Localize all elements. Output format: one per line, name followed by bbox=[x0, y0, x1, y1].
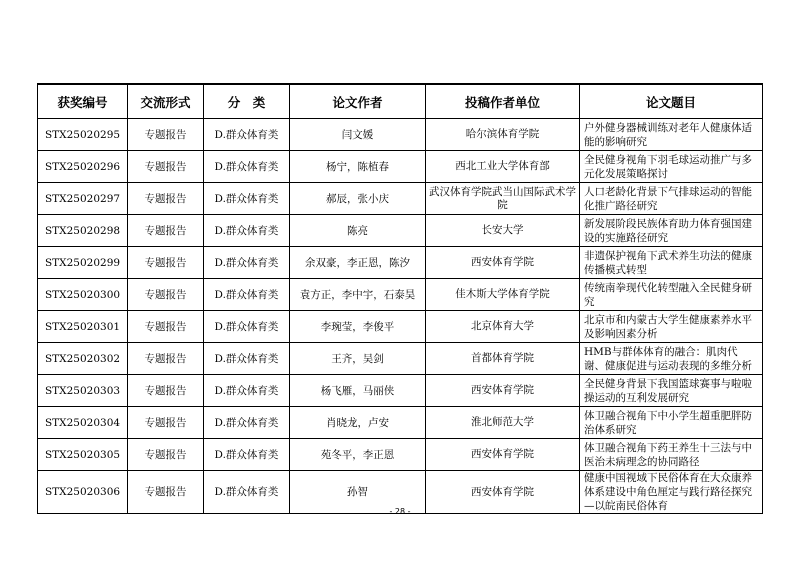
award-id-cell: STX25020300 bbox=[38, 279, 128, 311]
category-cell: D.群众体育类 bbox=[204, 215, 290, 247]
award-id-cell: STX25020299 bbox=[38, 247, 128, 279]
paper-title-cell: 户外健身器械训练对老年人健康体适能的影响研究 bbox=[580, 119, 763, 151]
award-id-cell: STX25020301 bbox=[38, 311, 128, 343]
authors-cell: 肖晓龙，卢安 bbox=[290, 407, 426, 439]
paper-title-cell: 全民健身背景下我国篮球赛事与啦啦操运动的互利发展研究 bbox=[580, 375, 763, 407]
authors-cell: 陈亮 bbox=[290, 215, 426, 247]
table-row bbox=[38, 183, 763, 215]
exchange-form-cell: 专题报告 bbox=[128, 247, 204, 279]
paper-title-cell: 非遗保护视角下武术养生功法的健康传播模式转型 bbox=[580, 247, 763, 279]
unit-cell: 淮北师范大学 bbox=[426, 407, 580, 439]
category-cell: D.群众体育类 bbox=[204, 151, 290, 183]
unit-cell: 长安大学 bbox=[426, 215, 580, 247]
award-id-cell: STX25020303 bbox=[38, 375, 128, 407]
authors-cell: 余双豪，李正恩，陈汐 bbox=[290, 247, 426, 279]
category-cell: D.群众体育类 bbox=[204, 119, 290, 151]
authors-cell: 李琬莹，李俊平 bbox=[290, 311, 426, 343]
awards-table bbox=[37, 83, 763, 514]
table-row bbox=[38, 311, 763, 343]
table-row bbox=[38, 119, 763, 151]
header-paper-title: 论文题目 bbox=[580, 84, 763, 119]
table-row bbox=[38, 279, 763, 311]
paper-title-cell: 传统南拳现代化转型融入全民健身研究 bbox=[580, 279, 763, 311]
paper-title-cell: 体卫融合视角下中小学生超重肥胖防治体系研究 bbox=[580, 407, 763, 439]
award-id-cell: STX25020296 bbox=[38, 151, 128, 183]
exchange-form-cell: 专题报告 bbox=[128, 439, 204, 471]
page-number: - 28 - bbox=[389, 507, 411, 516]
table-row bbox=[38, 375, 763, 407]
unit-cell: 北京体育大学 bbox=[426, 311, 580, 343]
unit-cell: 西安体育学院 bbox=[426, 247, 580, 279]
table-header-row bbox=[38, 84, 763, 119]
authors-cell: 闫文媛 bbox=[290, 119, 426, 151]
table-row bbox=[38, 151, 763, 183]
paper-title-cell: 体卫融合视角下药王养生十三法与中医治未病理念的协同路径 bbox=[580, 439, 763, 471]
category-cell: D.群众体育类 bbox=[204, 343, 290, 375]
award-id-cell: STX25020298 bbox=[38, 215, 128, 247]
table-row bbox=[38, 247, 763, 279]
award-id-cell: STX25020295 bbox=[38, 119, 128, 151]
authors-cell: 孙智 bbox=[290, 471, 426, 514]
category-cell: D.群众体育类 bbox=[204, 183, 290, 215]
exchange-form-cell: 专题报告 bbox=[128, 311, 204, 343]
award-id-cell: STX25020305 bbox=[38, 439, 128, 471]
authors-cell: 杨宁，陈植春 bbox=[290, 151, 426, 183]
table-row bbox=[38, 343, 763, 375]
unit-cell: 首都体育学院 bbox=[426, 343, 580, 375]
unit-cell: 武汉体育学院武当山国际武术学院 bbox=[426, 183, 580, 215]
exchange-form-cell: 专题报告 bbox=[128, 119, 204, 151]
unit-cell: 西安体育学院 bbox=[426, 471, 580, 514]
exchange-form-cell: 专题报告 bbox=[128, 375, 204, 407]
exchange-form-cell: 专题报告 bbox=[128, 279, 204, 311]
unit-cell: 佳木斯大学体育学院 bbox=[426, 279, 580, 311]
paper-title-cell: HMB与群体体育的融合：肌肉代谢、健康促进与运动表现的多维分析 bbox=[580, 343, 763, 375]
header-category: 分 类 bbox=[204, 84, 290, 119]
authors-cell: 郝辰，张小庆 bbox=[290, 183, 426, 215]
paper-title-cell: 人口老龄化背景下气排球运动的智能化推广路径研究 bbox=[580, 183, 763, 215]
unit-cell: 西安体育学院 bbox=[426, 439, 580, 471]
category-cell: D.群众体育类 bbox=[204, 439, 290, 471]
authors-cell: 杨飞雁，马丽侠 bbox=[290, 375, 426, 407]
authors-cell: 王齐，吴剑 bbox=[290, 343, 426, 375]
header-authors: 论文作者 bbox=[290, 84, 426, 119]
header-author-unit: 投稿作者单位 bbox=[426, 84, 580, 119]
category-cell: D.群众体育类 bbox=[204, 311, 290, 343]
authors-cell: 袁方正，李中宇，石泰昊 bbox=[290, 279, 426, 311]
exchange-form-cell: 专题报告 bbox=[128, 407, 204, 439]
category-cell: D.群众体育类 bbox=[204, 279, 290, 311]
unit-cell: 哈尔滨体育学院 bbox=[426, 119, 580, 151]
unit-cell: 西北工业大学体育部 bbox=[426, 151, 580, 183]
category-cell: D.群众体育类 bbox=[204, 407, 290, 439]
exchange-form-cell: 专题报告 bbox=[128, 343, 204, 375]
header-exchange-form: 交流形式 bbox=[128, 84, 204, 119]
paper-title-cell: 北京市和内蒙古大学生健康素养水平及影响因素分析 bbox=[580, 311, 763, 343]
category-cell: D.群众体育类 bbox=[204, 375, 290, 407]
paper-title-cell: 新发展阶段民族体育助力体育强国建设的实施路径研究 bbox=[580, 215, 763, 247]
category-cell: D.群众体育类 bbox=[204, 247, 290, 279]
award-id-cell: STX25020306 bbox=[38, 471, 128, 514]
exchange-form-cell: 专题报告 bbox=[128, 183, 204, 215]
exchange-form-cell: 专题报告 bbox=[128, 471, 204, 514]
exchange-form-cell: 专题报告 bbox=[128, 215, 204, 247]
unit-cell: 西安体育学院 bbox=[426, 375, 580, 407]
authors-cell: 苑冬平，李正恩 bbox=[290, 439, 426, 471]
award-id-cell: STX25020297 bbox=[38, 183, 128, 215]
paper-title-cell: 全民健身视角下羽毛球运动推广与多元化发展策略探讨 bbox=[580, 151, 763, 183]
table-row bbox=[38, 215, 763, 247]
table-row bbox=[38, 439, 763, 471]
paper-title-cell: 健康中国视域下民俗体育在大众康养体系建设中角色厘定与践行路径探究—以皖南民俗体育 bbox=[580, 471, 763, 514]
exchange-form-cell: 专题报告 bbox=[128, 151, 204, 183]
awards-table-container bbox=[37, 83, 762, 514]
award-id-cell: STX25020302 bbox=[38, 343, 128, 375]
category-cell: D.群众体育类 bbox=[204, 471, 290, 514]
award-id-cell: STX25020304 bbox=[38, 407, 128, 439]
header-award-id: 获奖编号 bbox=[38, 84, 128, 119]
table-row bbox=[38, 407, 763, 439]
